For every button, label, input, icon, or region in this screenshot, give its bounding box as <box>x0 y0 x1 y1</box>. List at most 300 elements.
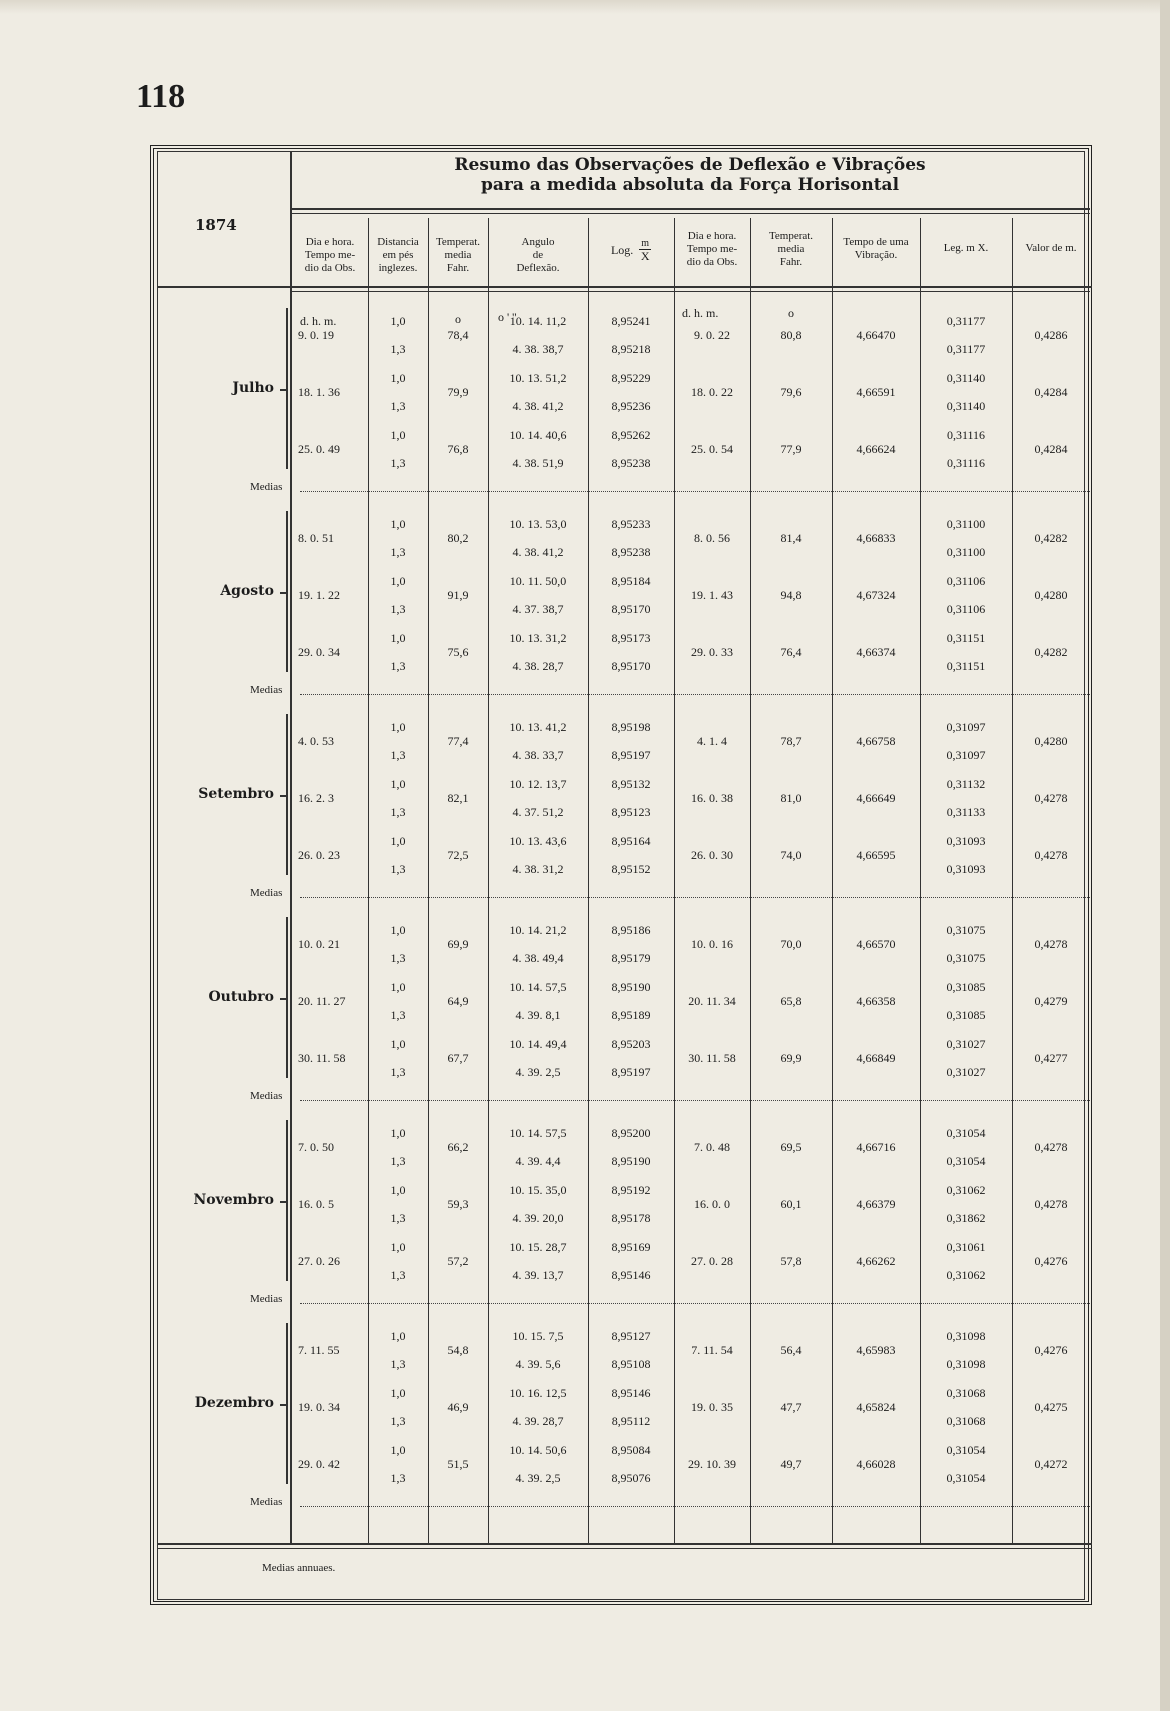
obs-log-1: 8,95229 <box>611 371 651 385</box>
obs-dia-hora-1: 16. 2. 3 <box>298 791 334 805</box>
obs-tempo-vibracao: 4,66379 <box>856 1197 896 1211</box>
obs-tempo-vibracao: 4,66849 <box>856 1051 896 1065</box>
month-brace <box>286 714 294 875</box>
obs-temperatura-1: 54,8 <box>447 1343 469 1357</box>
header-log <box>588 238 674 278</box>
obs-leg-mx-2: 0,31177 <box>946 342 986 356</box>
obs-log-2: 8,95108 <box>611 1357 651 1371</box>
month-brace <box>286 1120 294 1281</box>
obs-temperatura-1: 72,5 <box>447 848 469 862</box>
obs-dia-hora-2: 26. 0. 30 <box>691 848 733 862</box>
obs-temperatura-2: 74,0 <box>780 848 802 862</box>
obs-temperatura-2: 69,9 <box>780 1051 802 1065</box>
header-angulo <box>488 236 588 275</box>
obs-temperatura-2: 81,0 <box>780 791 802 805</box>
column-divider <box>920 218 921 1543</box>
obs-valor-m: 0,4284 <box>1034 442 1068 456</box>
obs-dia-hora-1: 27. 0. 26 <box>298 1254 340 1268</box>
obs-leg-mx-2: 0,31098 <box>946 1357 986 1371</box>
obs-tempo-vibracao: 4,66758 <box>856 734 896 748</box>
obs-angulo-2: 4. 37. 51,2 <box>512 805 564 819</box>
obs-leg-mx-2: 0,31054 <box>946 1471 986 1485</box>
header-bottom-rule <box>157 286 1092 288</box>
fraction-denominator: X <box>640 249 650 263</box>
medias-label: Medias <box>250 1090 283 1102</box>
obs-distancia-1: 1,0 <box>390 720 406 734</box>
obs-temperatura-2: 60,1 <box>780 1197 802 1211</box>
obs-angulo-2: 4. 39. 2,5 <box>515 1471 561 1485</box>
obs-tempo-vibracao: 4,66624 <box>856 442 896 456</box>
obs-distancia-2: 1,3 <box>390 1471 406 1485</box>
obs-temperatura-1: 78,4 <box>447 328 469 342</box>
obs-angulo-1: 10. 14. 50,6 <box>509 1443 567 1457</box>
obs-valor-m: 0,4276 <box>1034 1343 1068 1357</box>
obs-angulo-2: 4. 39. 2,5 <box>515 1065 561 1079</box>
obs-angulo-2: 4. 38. 51,9 <box>512 456 564 470</box>
table-title <box>290 155 1090 195</box>
column-divider <box>488 218 489 1543</box>
header-dia-hora-2 <box>674 230 750 269</box>
obs-temperatura-1: 66,2 <box>447 1140 469 1154</box>
obs-distancia-2: 1,3 <box>390 805 406 819</box>
obs-tempo-vibracao: 4,66470 <box>856 328 896 342</box>
obs-angulo-1: 10. 14. 57,5 <box>509 980 567 994</box>
header-distancia <box>368 236 428 275</box>
header-line: dio da Obs. <box>304 262 356 274</box>
month-brace-tip <box>280 592 287 594</box>
header-line: de <box>532 249 544 261</box>
obs-angulo-1: 10. 14. 49,4 <box>509 1037 567 1051</box>
obs-temperatura-1: 76,8 <box>447 442 469 456</box>
obs-valor-m: 0,4279 <box>1034 994 1068 1008</box>
header-line: Temperat. <box>768 230 814 242</box>
obs-valor-m: 0,4275 <box>1034 1400 1068 1414</box>
medias-label: Medias <box>250 1293 283 1305</box>
header-line: Distancia <box>377 236 419 248</box>
month-name-agosto: Agosto <box>220 583 274 599</box>
obs-leg-mx-2: 0,31106 <box>946 602 986 616</box>
obs-leg-mx-2: 0,31116 <box>946 456 986 470</box>
obs-angulo-1: 10. 14. 11,2 <box>509 314 567 328</box>
obs-valor-m: 0,4284 <box>1034 385 1068 399</box>
header-line: Temperat. <box>435 236 481 248</box>
obs-distancia-1: 1,0 <box>390 574 406 588</box>
obs-leg-mx-2: 0,31062 <box>946 1268 986 1282</box>
obs-leg-mx-2: 0,31068 <box>946 1414 986 1428</box>
obs-log-2: 8,95170 <box>611 659 651 673</box>
obs-dia-hora-2: 19. 0. 35 <box>691 1400 733 1414</box>
obs-valor-m: 0,4278 <box>1034 791 1068 805</box>
fraction-numerator: m <box>641 238 650 249</box>
month-name-novembro: Novembro <box>193 1192 274 1208</box>
unit-dhm-1: d. h. m. <box>300 314 337 328</box>
obs-tempo-vibracao: 4,66374 <box>856 645 896 659</box>
obs-leg-mx-1: 0,31075 <box>946 923 986 937</box>
obs-dia-hora-2: 27. 0. 28 <box>691 1254 733 1268</box>
obs-tempo-vibracao: 4,66649 <box>856 791 896 805</box>
obs-distancia-1: 1,0 <box>390 1240 406 1254</box>
obs-distancia-2: 1,3 <box>390 1211 406 1225</box>
obs-leg-mx-2: 0,31862 <box>946 1211 986 1225</box>
obs-dia-hora-1: 29. 0. 34 <box>298 645 340 659</box>
obs-log-2: 8,95238 <box>611 456 651 470</box>
obs-temperatura-1: 64,9 <box>447 994 469 1008</box>
page-top-edge <box>0 0 1170 14</box>
header-line: Fahr. <box>446 262 470 274</box>
obs-temperatura-2: 65,8 <box>780 994 802 1008</box>
page-number: 118 <box>136 78 186 115</box>
obs-distancia-2: 1,3 <box>390 399 406 413</box>
obs-temperatura-2: 77,9 <box>780 442 802 456</box>
header-leg-mx: Leg. m X. <box>943 242 989 254</box>
obs-log-2: 8,95152 <box>611 862 651 876</box>
obs-temperatura-1: 67,7 <box>447 1051 469 1065</box>
obs-temperatura-1: 69,9 <box>447 937 469 951</box>
obs-distancia-1: 1,0 <box>390 314 406 328</box>
obs-dia-hora-2: 25. 0. 54 <box>691 442 733 456</box>
obs-distancia-2: 1,3 <box>390 748 406 762</box>
obs-dia-hora-1: 16. 0. 5 <box>298 1197 334 1211</box>
obs-dia-hora-1: 19. 0. 34 <box>298 1400 340 1414</box>
obs-angulo-2: 4. 38. 49,4 <box>512 951 564 965</box>
month-brace <box>286 308 294 469</box>
title-line-1: Resumo das Observações de Deflexão e Vibrações <box>454 155 926 175</box>
obs-log-1: 8,95186 <box>611 923 651 937</box>
obs-leg-mx-1: 0,31062 <box>946 1183 986 1197</box>
header-valor-m: Valor de m. <box>1025 242 1077 254</box>
obs-valor-m: 0,4280 <box>1034 734 1068 748</box>
header-line: inglezes. <box>378 262 418 274</box>
header-dia-hora-1 <box>292 236 368 275</box>
obs-log-2: 8,95236 <box>611 399 651 413</box>
header-line: Tempo me- <box>686 243 738 255</box>
obs-leg-mx-1: 0,31054 <box>946 1443 986 1457</box>
obs-distancia-1: 1,0 <box>390 1443 406 1457</box>
header-line: Angulo <box>521 236 555 248</box>
obs-log-2: 8,95218 <box>611 342 651 356</box>
obs-log-1: 8,95190 <box>611 980 651 994</box>
obs-dia-hora-1: 7. 0. 50 <box>298 1140 334 1154</box>
unit-deg-2: o <box>788 306 794 320</box>
obs-valor-m: 0,4278 <box>1034 848 1068 862</box>
month-brace-tip <box>280 389 287 391</box>
header-line: Dia e hora. <box>687 230 737 242</box>
obs-log-2: 8,95146 <box>611 1268 651 1282</box>
header-log-fraction <box>639 238 651 263</box>
obs-distancia-2: 1,3 <box>390 1008 406 1022</box>
obs-distancia-2: 1,3 <box>390 951 406 965</box>
obs-distancia-1: 1,0 <box>390 1183 406 1197</box>
month-name-setembro: Setembro <box>198 786 274 802</box>
obs-angulo-1: 10. 16. 12,5 <box>509 1386 567 1400</box>
medias-label: Medias <box>250 684 283 696</box>
obs-leg-mx-2: 0,31054 <box>946 1154 986 1168</box>
month-name-outubro: Outubro <box>208 989 274 1005</box>
header-line: media <box>777 243 805 255</box>
obs-angulo-1: 10. 13. 43,6 <box>509 834 567 848</box>
obs-distancia-2: 1,3 <box>390 1154 406 1168</box>
obs-log-1: 8,95198 <box>611 720 651 734</box>
obs-log-2: 8,95123 <box>611 805 651 819</box>
obs-angulo-2: 4. 39. 13,7 <box>512 1268 564 1282</box>
obs-angulo-1: 10. 12. 13,7 <box>509 777 567 791</box>
obs-log-2: 8,95189 <box>611 1008 651 1022</box>
obs-dia-hora-1: 20. 11. 27 <box>298 994 346 1008</box>
obs-temperatura-2: 78,7 <box>780 734 802 748</box>
obs-leg-mx-1: 0,31097 <box>946 720 986 734</box>
obs-temperatura-1: 80,2 <box>447 531 469 545</box>
header-line: Tempo de uma <box>843 236 909 248</box>
month-brace-tip <box>280 998 287 1000</box>
obs-log-1: 8,95132 <box>611 777 651 791</box>
header-temperatura-1 <box>428 236 488 275</box>
obs-log-1: 8,95262 <box>611 428 651 442</box>
obs-angulo-2: 4. 38. 28,7 <box>512 659 564 673</box>
header-top-rule-2 <box>292 213 1090 214</box>
obs-angulo-2: 4. 38. 33,7 <box>512 748 564 762</box>
obs-dia-hora-2: 10. 0. 16 <box>691 937 733 951</box>
obs-leg-mx-1: 0,31100 <box>946 517 986 531</box>
obs-dia-hora-1: 25. 0. 49 <box>298 442 340 456</box>
obs-temperatura-1: 82,1 <box>447 791 469 805</box>
obs-dia-hora-2: 29. 0. 33 <box>691 645 733 659</box>
obs-leg-mx-1: 0,31085 <box>946 980 986 994</box>
month-name-dezembro: Dezembro <box>194 1395 274 1411</box>
obs-log-1: 8,95203 <box>611 1037 651 1051</box>
obs-dia-hora-1: 19. 1. 22 <box>298 588 340 602</box>
obs-angulo-1: 10. 14. 57,5 <box>509 1126 567 1140</box>
header-line: Deflexão. <box>516 262 560 274</box>
header-line: dio da Obs. <box>686 256 738 268</box>
obs-temperatura-2: 57,8 <box>780 1254 802 1268</box>
obs-angulo-1: 10. 14. 21,2 <box>509 923 567 937</box>
obs-temperatura-2: 81,4 <box>780 531 802 545</box>
obs-log-1: 8,95233 <box>611 517 651 531</box>
obs-leg-mx-2: 0,31075 <box>946 951 986 965</box>
obs-leg-mx-1: 0,31140 <box>946 371 986 385</box>
obs-temperatura-2: 94,8 <box>780 588 802 602</box>
month-brace-tip <box>280 1404 287 1406</box>
medias-dotted-line <box>300 1303 1090 1304</box>
obs-log-1: 8,95146 <box>611 1386 651 1400</box>
month-brace <box>286 511 294 672</box>
obs-valor-m: 0,4278 <box>1034 937 1068 951</box>
month-brace-tip <box>280 1201 287 1203</box>
obs-leg-mx-2: 0,31100 <box>946 545 986 559</box>
obs-leg-mx-2: 0,31133 <box>946 805 986 819</box>
obs-temperatura-2: 47,7 <box>780 1400 802 1414</box>
obs-distancia-1: 1,0 <box>390 517 406 531</box>
obs-temperatura-1: 57,2 <box>447 1254 469 1268</box>
obs-temperatura-1: 77,4 <box>447 734 469 748</box>
obs-distancia-1: 1,0 <box>390 1037 406 1051</box>
obs-dia-hora-2: 9. 0. 22 <box>694 328 730 342</box>
obs-distancia-1: 1,0 <box>390 834 406 848</box>
obs-angulo-1: 10. 13. 31,2 <box>509 631 567 645</box>
month-brace <box>286 1323 294 1484</box>
obs-tempo-vibracao: 4,66262 <box>856 1254 896 1268</box>
obs-angulo-1: 10. 13. 51,2 <box>509 371 567 385</box>
header-top-rule <box>292 208 1090 210</box>
obs-distancia-1: 1,0 <box>390 980 406 994</box>
obs-valor-m: 0,4277 <box>1034 1051 1068 1065</box>
obs-dia-hora-2: 7. 0. 48 <box>694 1140 730 1154</box>
obs-log-2: 8,95170 <box>611 602 651 616</box>
obs-distancia-1: 1,0 <box>390 777 406 791</box>
obs-valor-m: 0,4278 <box>1034 1140 1068 1154</box>
obs-leg-mx-2: 0,31097 <box>946 748 986 762</box>
obs-dia-hora-2: 8. 0. 56 <box>694 531 730 545</box>
obs-angulo-2: 4. 39. 20,0 <box>512 1211 564 1225</box>
month-name-julho: Julho <box>232 380 274 396</box>
obs-dia-hora-2: 29. 10. 39 <box>688 1457 736 1471</box>
obs-angulo-2: 4. 39. 8,1 <box>515 1008 561 1022</box>
obs-angulo-1: 10. 14. 40,6 <box>509 428 567 442</box>
medias-dotted-line <box>300 491 1090 492</box>
obs-valor-m: 0,4276 <box>1034 1254 1068 1268</box>
header-log-label: Log. <box>610 243 634 257</box>
obs-temperatura-1: 46,9 <box>447 1400 469 1414</box>
obs-leg-mx-1: 0,31151 <box>946 631 986 645</box>
obs-temperatura-1: 51,5 <box>447 1457 469 1471</box>
obs-dia-hora-2: 7. 11. 54 <box>691 1343 733 1357</box>
obs-dia-hora-1: 30. 11. 58 <box>298 1051 346 1065</box>
obs-dia-hora-2: 16. 0. 38 <box>691 791 733 805</box>
obs-valor-m: 0,4286 <box>1034 328 1068 342</box>
obs-angulo-2: 4. 39. 28,7 <box>512 1414 564 1428</box>
obs-tempo-vibracao: 4,67324 <box>856 588 896 602</box>
obs-leg-mx-2: 0,31093 <box>946 862 986 876</box>
obs-leg-mx-1: 0,31027 <box>946 1037 986 1051</box>
obs-valor-m: 0,4272 <box>1034 1457 1068 1471</box>
obs-distancia-2: 1,3 <box>390 1268 406 1282</box>
obs-temperatura-2: 70,0 <box>780 937 802 951</box>
obs-tempo-vibracao: 4,65824 <box>856 1400 896 1414</box>
obs-angulo-1: 10. 15. 28,7 <box>509 1240 567 1254</box>
obs-dia-hora-1: 4. 0. 53 <box>298 734 334 748</box>
obs-dia-hora-2: 30. 11. 58 <box>688 1051 736 1065</box>
column-divider <box>588 218 589 1543</box>
obs-angulo-2: 4. 38. 31,2 <box>512 862 564 876</box>
obs-temperatura-1: 75,6 <box>447 645 469 659</box>
page-right-edge <box>1160 0 1170 1711</box>
medias-dotted-line <box>300 897 1090 898</box>
body-bottom-rule <box>157 1543 1092 1545</box>
obs-temperatura-2: 49,7 <box>780 1457 802 1471</box>
obs-angulo-1: 10. 11. 50,0 <box>509 574 567 588</box>
unit-dhm-2: d. h. m. <box>682 306 719 320</box>
obs-tempo-vibracao: 4,66595 <box>856 848 896 862</box>
obs-leg-mx-2: 0,31151 <box>946 659 986 673</box>
obs-leg-mx-1: 0,31068 <box>946 1386 986 1400</box>
obs-log-2: 8,95197 <box>611 748 651 762</box>
medias-dotted-line <box>300 1100 1090 1101</box>
obs-distancia-2: 1,3 <box>390 862 406 876</box>
title-line-2: para a medida absoluta da Força Horisontal <box>480 175 900 195</box>
obs-valor-m: 0,4278 <box>1034 1197 1068 1211</box>
obs-log-1: 8,95173 <box>611 631 651 645</box>
obs-dia-hora-2: 18. 0. 22 <box>691 385 733 399</box>
obs-distancia-1: 1,0 <box>390 428 406 442</box>
header-line: media <box>444 249 472 261</box>
obs-temperatura-2: 69,5 <box>780 1140 802 1154</box>
obs-tempo-vibracao: 4,66591 <box>856 385 896 399</box>
header-temperatura-2 <box>750 230 832 269</box>
obs-distancia-2: 1,3 <box>390 456 406 470</box>
obs-temperatura-2: 56,4 <box>780 1343 802 1357</box>
column-divider <box>368 218 369 1543</box>
obs-distancia-1: 1,0 <box>390 923 406 937</box>
obs-angulo-2: 4. 38. 41,2 <box>512 545 564 559</box>
obs-distancia-2: 1,3 <box>390 545 406 559</box>
obs-distancia-1: 1,0 <box>390 631 406 645</box>
obs-angulo-2: 4. 39. 4,4 <box>515 1154 561 1168</box>
obs-log-1: 8,95184 <box>611 574 651 588</box>
obs-tempo-vibracao: 4,65983 <box>856 1343 896 1357</box>
obs-tempo-vibracao: 4,66358 <box>856 994 896 1008</box>
obs-distancia-2: 1,3 <box>390 1065 406 1079</box>
obs-log-2: 8,95179 <box>611 951 651 965</box>
medias-dotted-line <box>300 1506 1090 1507</box>
obs-angulo-2: 4. 38. 38,7 <box>512 342 564 356</box>
year-label: 1874 <box>195 216 237 234</box>
obs-temperatura-1: 59,3 <box>447 1197 469 1211</box>
obs-log-2: 8,95238 <box>611 545 651 559</box>
obs-log-2: 8,95190 <box>611 1154 651 1168</box>
header-line: Tempo me- <box>304 249 356 261</box>
obs-log-1: 8,95084 <box>611 1443 651 1457</box>
obs-leg-mx-1: 0,31061 <box>946 1240 986 1254</box>
obs-log-2: 8,95076 <box>611 1471 651 1485</box>
obs-leg-mx-2: 0,31140 <box>946 399 986 413</box>
obs-tempo-vibracao: 4,66833 <box>856 531 896 545</box>
header-line: Dia e hora. <box>305 236 355 248</box>
obs-dia-hora-1: 8. 0. 51 <box>298 531 334 545</box>
obs-leg-mx-1: 0,31177 <box>946 314 986 328</box>
obs-temperatura-1: 91,9 <box>447 588 469 602</box>
obs-distancia-1: 1,0 <box>390 1329 406 1343</box>
obs-temperatura-1: 79,9 <box>447 385 469 399</box>
obs-distancia-2: 1,3 <box>390 659 406 673</box>
obs-dia-hora-1: 7. 11. 55 <box>298 1343 340 1357</box>
obs-angulo-2: 4. 38. 41,2 <box>512 399 564 413</box>
medias-label: Medias <box>250 481 283 493</box>
obs-distancia-1: 1,0 <box>390 1126 406 1140</box>
obs-valor-m: 0,4280 <box>1034 588 1068 602</box>
obs-dia-hora-2: 20. 11. 34 <box>688 994 736 1008</box>
obs-distancia-2: 1,3 <box>390 1357 406 1371</box>
obs-leg-mx-2: 0,31085 <box>946 1008 986 1022</box>
medias-label: Medias <box>250 1496 283 1508</box>
unit-angle: o ' '' <box>498 310 517 324</box>
obs-log-1: 8,95192 <box>611 1183 651 1197</box>
obs-dia-hora-1: 18. 1. 36 <box>298 385 340 399</box>
header-line: Fahr. <box>779 256 803 268</box>
header-line: em pés <box>382 249 414 261</box>
obs-angulo-1: 10. 13. 41,2 <box>509 720 567 734</box>
obs-temperatura-2: 80,8 <box>780 328 802 342</box>
obs-dia-hora-2: 4. 1. 4 <box>697 734 727 748</box>
obs-log-1: 8,95127 <box>611 1329 651 1343</box>
annual-medias-label: Medias annuaes. <box>262 1562 336 1574</box>
obs-dia-hora-2: 19. 1. 43 <box>691 588 733 602</box>
medias-label: Medias <box>250 887 283 899</box>
header-bottom-rule-2 <box>292 291 1090 292</box>
obs-temperatura-2: 76,4 <box>780 645 802 659</box>
obs-distancia-1: 1,0 <box>390 1386 406 1400</box>
body-bottom-rule-2 <box>157 1548 1092 1549</box>
obs-dia-hora-1: 10. 0. 21 <box>298 937 340 951</box>
